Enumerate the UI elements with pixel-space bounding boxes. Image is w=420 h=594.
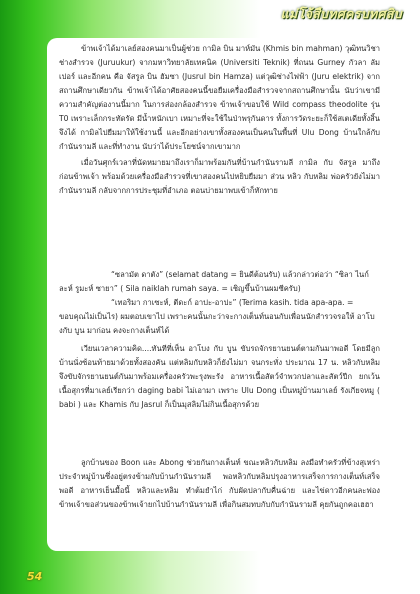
page-number: 54 <box>27 570 43 583</box>
dialogue-text: “เทอริมา กาเซะห์, ตีดะก์ อาปะ-อาปะ” (Terima kasih. tida apa-apa. = ขอบคุณไม่เป็นไร) ผมตอบเขาไป เพราะคนนั้นกะว่าจะกางเต็นท์นอนกับเพื่อนนักสำรวจรอให้ อาโบงกับ บูน มาก่อน คงจะกางเต็นท์ได้ <box>59 298 375 335</box>
body-paragraph <box>59 156 380 198</box>
paragraph-text: เวียนเวลาความคิด....ทันทีที่เห็น อาโบง กับ บูน ขับรถจักรยานยนต์ตามกันมาพอดี โดยมีลูกบ้านนั่งซ้อนท้ายมาด้วยทั้งสองคัน แต่หลิมกับหลิวก็ยังไม่มา จนกระทั่ง ประมาณ 17 น. หลิวกับหลิม จึงขับจักรยานยนต์กันมาพร้อมเครื่องครัวพะรุงพะรัง อาหารเนื้อสัตว์จำพวกปลาและสัตว์ปีก ยกเว้นเนื้อสุกรที่มาเลย์เรียกว่า daging babi ไม่เอามา เพราะ Ulu Dong เป็นหมู่บ้านมาเลย์ รังเกียจหมู ( babi ) และ Khamis กับ Jasrul ก็เป็นมุสลิมไม่กินเนื้อสุกรด้วย <box>59 344 380 409</box>
paragraph-text: เมื่อวันศุกร์เวลาที่นัดหมายมาถึงเราก็มาพร้อมกันที่บ้านกำนันรามลี กามิล กับ จัสรูล มาถึงก่อนข้าพเจ้า พร้อมด้วยเครื่องมือสำรวจที่เขาสองคนไปหยิบยืมมา ส่วน หลิว กับหลิม พ่อครัวยังไม่มา กำนันรามลี กลับจากการประชุมที่อำเภอ ตอนบ่ายมาพบเข้าก็ทักทาย <box>59 158 380 195</box>
dialogue-line <box>59 268 380 296</box>
dialogue-text: “ซลามัต ดาตัง” (selamat datang = ยินดีต้อนรับ) แล้วกล่าวต่อว่า “ซิลา ไนก์ละห์ รูมะห์ ซายา” ( Sila naiklah rumah saya. = เชิญขึ้นบ้านผมซีครับ) <box>59 270 369 293</box>
body-paragraph <box>59 42 380 154</box>
paragraph-text: ลูกบ้านของ Boon และ Abong ช่วยกันกางเต็นท์ ขณะหลิวกับหลิม ลงมือทำครัวที่ข้างสุเหร่าประจำหมู่บ้านซึ่งอยู่ตรงข้ามกับบ้านกำนันรามลี พอหลิวกับหลิมปรุงอาหารเสร็จการกางเต็นท์เสร็จพอดี อาหารเย็นมื้อนี้ หลิวและหลิม ทำต้มยำไก่ กับผัดปลากับคื่นฉ่าย และไข่ดาวอีกคนละฟอง ข้าพเจ้าขอส่วนของข้าพเจ้ายกไปบ้านกำนันรามลี เพื่อกินสมทบกับกับกำนันรามลี คุยกันถูกคอเฮฮา <box>59 458 380 509</box>
paragraph-text: ข้าพเจ้าได้มาเลย์สองคนมาเป็นผู้ช่วย กามิล บิน มาห์มัน (Khmis bin mahman) วุฒิทนวิชาช่างสำรวจ (Juruukur) จากมหาวิทยาลัยเทคนิค (Universiti Teknik) ที่ถนน Gurney กัวลา ลัมเปอร์ และอีกคน คือ จัสรูล บิน ฮัมซา (Jusrul bin Hamza) แต่วุฒิช่างไฟฟ้า (Juru elektrik) จากสถานศึกษาเดียวกัน ข้าพเจ้าได้อาศัยสองคนนี้ขอยืมเครื่องมือสำรวจจากสถานศึกษานั้น นับว่าเขามีความสำคัญต่องานนี้มาก ในการส่องกล้องสำรวจ ข้าพเจ้าขอบใช้ Wild compass theodolite รุ่น T0 เพราะเล็กกระทัดรัด มีน้ำหนักเบา เหมาะที่จะใช้ในป่าพรุกันดาร ทั้งการวัดระยะก็ใช้สเตเดียทั้งสิ้น จึงได้ กามิลไปยืมมาให้ใช้งานนี้ และอีกอย่างเขาทั้งสองคนเป็นคนในพื้นที่ Ulu Dong บ้านใกล้กับกำนันรามลี และที่ทำงาน นับว่าได้ประโยชน์จากเขามาก <box>59 44 380 151</box>
chapter-title: แม่โจ้สืบทศครบทศสิบ <box>280 6 402 21</box>
body-paragraph <box>59 456 380 512</box>
content-box <box>47 38 388 551</box>
dialogue-line <box>59 296 380 338</box>
body-paragraph <box>59 342 380 412</box>
